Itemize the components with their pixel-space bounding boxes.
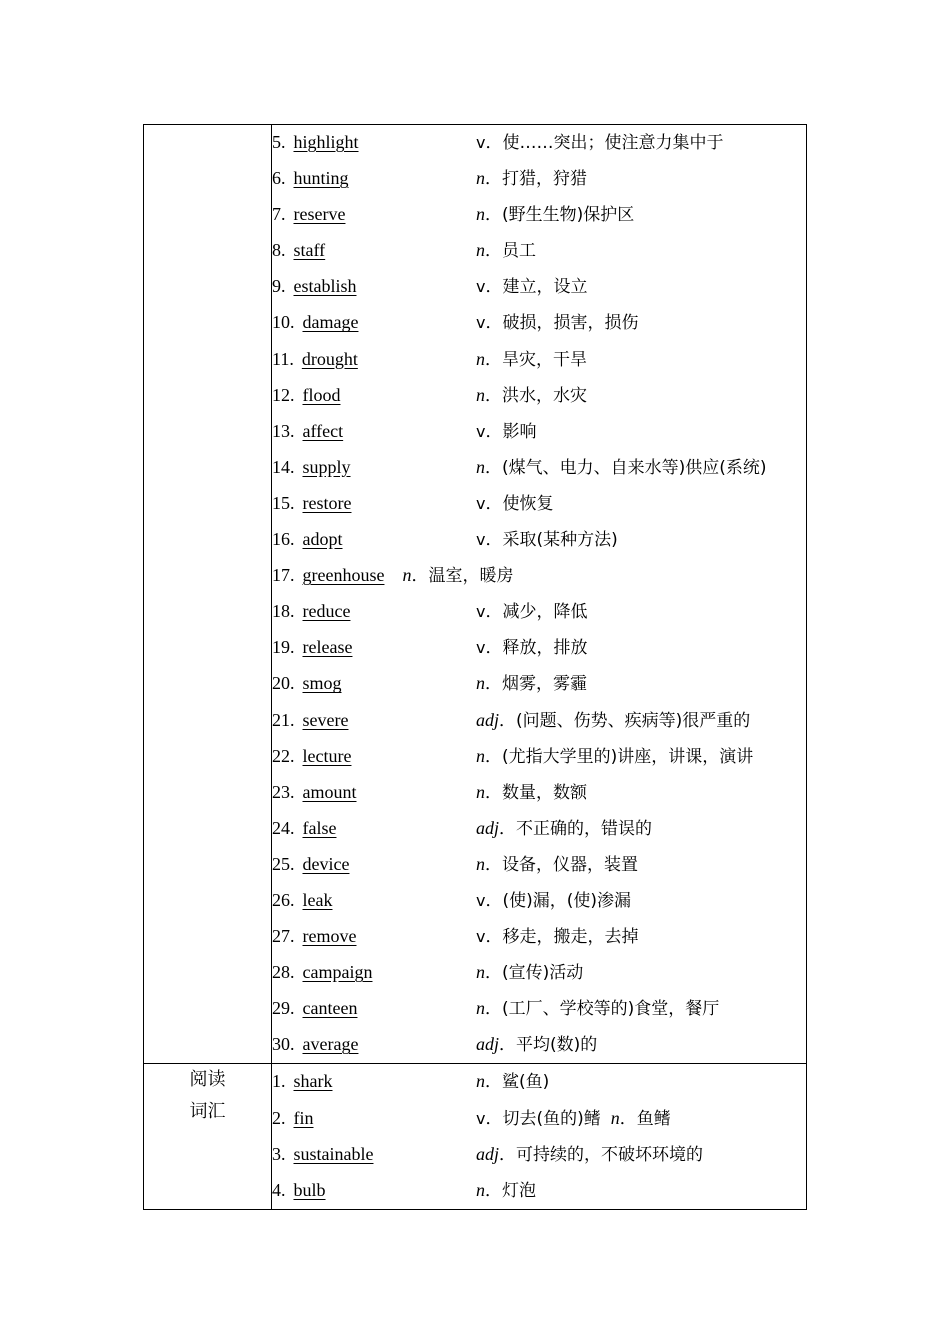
part-of-speech: adj	[476, 1034, 500, 1055]
entry-number: 23.	[272, 781, 295, 802]
entry-definition: v．释放，排放	[476, 638, 588, 659]
meaning: (野生生物)保护区	[502, 205, 635, 226]
entry-number: 28.	[272, 962, 295, 983]
entry-term	[272, 703, 348, 738]
part-of-speech: n	[476, 204, 485, 225]
entry-number: 29.	[272, 998, 295, 1019]
entry-number: 14.	[272, 456, 295, 477]
meaning: 可持续的，不破坏环境的	[516, 1144, 704, 1165]
entry-definition: n．(宣传)活动	[476, 962, 584, 984]
entry-definition: n．(工厂、学校等的)食堂，餐厅	[476, 998, 720, 1020]
entry-term	[272, 450, 351, 485]
meaning: 影响	[502, 421, 537, 442]
entry-term	[272, 486, 351, 521]
vocab-entry	[272, 233, 806, 269]
entry-number: 4.	[272, 1179, 286, 1200]
section-row	[144, 125, 807, 1064]
entry-number: 19.	[272, 637, 295, 658]
entry-term	[272, 125, 359, 160]
part-of-speech: n	[476, 962, 485, 983]
entry-word: severe	[302, 709, 349, 730]
entry-word: average	[302, 1034, 359, 1055]
vocab-entry	[272, 919, 806, 955]
part-of-speech: v	[476, 890, 486, 910]
vocab-entry	[272, 630, 806, 666]
entry-word: smog	[302, 673, 342, 694]
entry-definition: v．影响	[476, 421, 537, 442]
vocab-entry	[272, 1064, 806, 1100]
vocab-entry	[272, 378, 806, 414]
part-of-speech: v	[476, 133, 486, 152]
meaning: (工厂、学校等的)食堂，餐厅	[502, 999, 720, 1020]
entry-definition: n．灯泡	[476, 1179, 536, 1201]
entry-definition: n．设备，仪器，装置	[476, 853, 638, 875]
entry-term	[272, 1137, 373, 1172]
meaning: 数量，数额	[502, 782, 587, 803]
entry-definition: n．洪水，水灾	[476, 384, 587, 406]
part-of-speech: v	[476, 313, 486, 333]
entry-definition: n．烟雾，雾霾	[476, 673, 587, 695]
entry-number: 25.	[272, 853, 295, 874]
entry-term	[272, 919, 356, 954]
vocab-entry	[272, 1027, 806, 1063]
entry-term	[272, 1064, 333, 1099]
meaning: 设备，仪器，装置	[502, 854, 638, 875]
entry-term	[272, 269, 357, 304]
entry-word: device	[302, 853, 350, 874]
entry-definition: v．(使)漏，(使)渗漏	[476, 890, 631, 911]
entry-definition: adj．(问题、伤势、疾病等)很严重的	[476, 709, 751, 731]
part-of-speech: n	[402, 565, 412, 586]
meaning: 员工	[502, 241, 536, 262]
entry-word: reduce	[302, 601, 351, 622]
entry-number: 8.	[272, 240, 286, 261]
entry-definition: v．建立，设立	[476, 277, 588, 298]
entry-word: greenhouse	[302, 565, 385, 586]
entry-term	[272, 342, 358, 377]
entry-number: 16.	[272, 529, 295, 550]
meaning: 鲨(鱼)	[502, 1072, 550, 1093]
meaning: 打猎，狩猎	[502, 169, 587, 190]
entry-term	[272, 847, 349, 882]
entry-number: 17.	[272, 565, 295, 586]
entry-word: staff	[293, 240, 326, 261]
part-of-speech: n	[476, 673, 485, 694]
entry-term	[272, 883, 332, 918]
section-row	[144, 1064, 807, 1209]
entry-number: 18.	[272, 601, 295, 622]
vocab-entry	[272, 558, 806, 594]
meaning: 切去(鱼的)鳍	[502, 1108, 601, 1129]
meaning: 使……突出；使注意力集中于	[502, 133, 724, 153]
entry-definition: n．鲨(鱼)	[476, 1071, 550, 1093]
entry-number: 5.	[272, 132, 286, 152]
entry-number: 26.	[272, 889, 295, 910]
part-of-speech: v	[476, 421, 486, 441]
meaning-2: 鱼鳍	[636, 1108, 671, 1129]
meaning: (使)漏，(使)渗漏	[502, 890, 631, 911]
entry-definition: adj．不正确的，错误的	[476, 817, 653, 839]
category-cell	[144, 125, 272, 1064]
entry-definition: n．温室，暖房	[402, 565, 514, 587]
part-of-speech: n	[476, 745, 485, 766]
words-cell	[272, 125, 807, 1064]
entry-definition: n．(尤指大学里的)讲座，讲课，演讲	[476, 745, 754, 767]
entry-term	[272, 378, 341, 413]
entry-word: restore	[302, 492, 352, 513]
entry-word: canteen	[302, 998, 358, 1019]
entry-word: damage	[302, 312, 359, 333]
entry-word: lecture	[302, 745, 352, 766]
vocab-entry	[272, 594, 806, 630]
vocab-entry	[272, 775, 806, 811]
meaning: (尤指大学里的)讲座，讲课，演讲	[502, 746, 754, 767]
entry-number: 22.	[272, 745, 295, 766]
entry-definition: n．旱灾，干旱	[476, 348, 587, 370]
entry-definition: v．破损，损害，损伤	[476, 313, 639, 334]
part-of-speech: n	[476, 456, 485, 477]
meaning: 使恢复	[502, 493, 554, 514]
part-of-speech: n	[476, 853, 485, 874]
entry-word: sustainable	[293, 1143, 374, 1164]
entry-definition: n．(野生生物)保护区	[476, 204, 635, 226]
vocab-entry	[272, 197, 806, 233]
entry-term	[272, 1101, 314, 1136]
vocab-entry	[272, 1137, 806, 1173]
part-of-speech: n	[476, 384, 485, 405]
vocab-entry	[272, 666, 806, 702]
entry-definition: n．打猎，狩猎	[476, 168, 587, 190]
entry-term	[272, 666, 342, 701]
entry-number: 3.	[272, 1143, 286, 1164]
meaning: 减少，降低	[502, 602, 588, 623]
vocab-entry	[272, 450, 806, 486]
part-of-speech: v	[476, 602, 486, 622]
entry-term	[272, 955, 372, 990]
entry-word: remove	[302, 926, 357, 947]
entry-term	[272, 197, 345, 232]
entry-number: 24.	[272, 817, 295, 838]
part-of-speech: n	[476, 998, 485, 1019]
category-cell	[144, 1064, 272, 1209]
entry-term	[272, 811, 336, 846]
vocab-entry	[272, 883, 806, 919]
entry-number: 2.	[272, 1107, 286, 1128]
entry-word: false	[302, 817, 337, 838]
part-of-speech: n	[476, 1179, 485, 1200]
vocab-entry	[272, 486, 806, 522]
entry-word: highlight	[293, 132, 359, 152]
meaning: 烟雾，雾霾	[502, 674, 587, 695]
entry-number: 9.	[272, 276, 286, 297]
part-of-speech: n	[476, 240, 485, 261]
meaning: (煤气、电力、自来水等)供应(系统)	[502, 457, 767, 478]
entry-number: 7.	[272, 204, 286, 225]
entry-definition: v．采取(某种方法)	[476, 530, 618, 551]
entry-word: adopt	[302, 529, 343, 550]
meaning: 不正确的，错误的	[516, 818, 653, 839]
entry-number: 30.	[272, 1034, 295, 1055]
vocab-entry	[272, 1101, 806, 1137]
meaning: 移走，搬走，去掉	[502, 927, 639, 948]
meaning: 平均(数)的	[516, 1035, 598, 1056]
part-of-speech-2: n	[610, 1107, 620, 1128]
part-of-speech: v	[476, 927, 486, 947]
entry-word: supply	[302, 456, 351, 477]
part-of-speech: n	[476, 1071, 485, 1092]
entry-number: 21.	[272, 709, 295, 730]
entry-definition: adj．平均(数)的	[476, 1034, 598, 1056]
entry-term	[272, 565, 384, 585]
vocab-entry	[272, 1173, 806, 1209]
entry-word: shark	[293, 1071, 333, 1092]
part-of-speech: adj	[476, 817, 500, 838]
entry-number: 10.	[272, 312, 295, 333]
entry-definition: v．切去(鱼的)鳍 n．鱼鳍	[476, 1107, 671, 1129]
vocab-entry	[272, 161, 806, 197]
part-of-speech: v	[476, 277, 486, 297]
part-of-speech: v	[476, 638, 486, 658]
entry-word: reserve	[293, 204, 346, 225]
entry-number: 12.	[272, 384, 295, 405]
entry-number: 1.	[272, 1071, 286, 1092]
meaning: 破损，损害，损伤	[502, 313, 639, 334]
meaning: 释放，排放	[502, 638, 588, 659]
vocab-entry	[272, 305, 806, 341]
entry-term	[272, 522, 343, 557]
vocab-entry	[272, 414, 806, 450]
entry-definition: v．移走，搬走，去掉	[476, 927, 639, 948]
meaning: 洪水，水灾	[502, 385, 587, 406]
entry-term	[272, 233, 325, 268]
entry-number: 15.	[272, 492, 295, 513]
part-of-speech: n	[476, 781, 485, 802]
entry-term	[272, 161, 349, 196]
entry-definition: v．使恢复	[476, 493, 554, 514]
entry-word: establish	[293, 276, 357, 297]
entry-term	[272, 1173, 326, 1208]
vocab-entry	[272, 811, 806, 847]
vocab-entry	[272, 991, 806, 1027]
entry-number: 13.	[272, 420, 295, 441]
part-of-speech: v	[476, 530, 486, 550]
entry-definition: n．数量，数额	[476, 781, 587, 803]
entry-word: drought	[301, 348, 358, 369]
entry-word: leak	[302, 889, 333, 910]
entry-word: fin	[293, 1107, 314, 1128]
meaning: (宣传)活动	[502, 963, 584, 984]
part-of-speech: adj	[476, 709, 500, 730]
part-of-speech: v	[476, 1108, 486, 1128]
part-of-speech: adj	[476, 1143, 500, 1164]
entry-term	[272, 1027, 358, 1062]
entry-term	[272, 775, 357, 810]
entry-number: 27.	[272, 926, 295, 947]
entry-word: flood	[302, 384, 341, 405]
meaning: 采取(某种方法)	[502, 530, 618, 551]
entry-number: 6.	[272, 168, 286, 189]
entry-term	[272, 991, 357, 1026]
entry-word: hunting	[293, 168, 349, 189]
vocab-entry	[272, 955, 806, 991]
entry-word: affect	[302, 420, 344, 441]
entry-definition: v．减少，降低	[476, 602, 588, 623]
meaning: 温室，暖房	[428, 566, 514, 587]
entry-definition: n．(煤气、电力、自来水等)供应(系统)	[476, 456, 767, 478]
vocab-entry	[272, 269, 806, 305]
part-of-speech: n	[476, 348, 485, 369]
vocab-entry	[272, 342, 806, 378]
vocab-entry	[272, 125, 806, 161]
entry-term	[272, 739, 351, 774]
entry-term	[272, 630, 352, 665]
vocab-entry	[272, 739, 806, 775]
vocab-entry	[272, 703, 806, 739]
vocabulary-table	[143, 124, 807, 1210]
part-of-speech: v	[476, 493, 486, 513]
part-of-speech: n	[476, 168, 485, 189]
vocab-entry	[272, 522, 806, 558]
meaning: 旱灾，干旱	[502, 349, 587, 370]
entry-number: 20.	[272, 673, 295, 694]
words-cell	[272, 1064, 807, 1209]
category-label: 阅读词汇	[189, 1069, 226, 1123]
entry-definition: adj．可持续的，不破坏环境的	[476, 1143, 704, 1165]
entry-number: 11.	[272, 348, 294, 369]
meaning: 建立，设立	[502, 277, 588, 298]
entry-definition: v．使……突出；使注意力集中于	[476, 133, 724, 153]
meaning: (问题、伤势、疾病等)很严重的	[516, 710, 751, 731]
vocab-entry	[272, 847, 806, 883]
meaning: 灯泡	[502, 1180, 536, 1201]
entry-term	[272, 414, 343, 449]
entry-term	[272, 305, 358, 340]
entry-definition: n．员工	[476, 240, 536, 262]
entry-word: amount	[302, 781, 357, 802]
entry-word: release	[302, 637, 353, 658]
entry-word: campaign	[302, 962, 373, 983]
entry-term	[272, 594, 350, 629]
entry-word: bulb	[293, 1179, 326, 1200]
